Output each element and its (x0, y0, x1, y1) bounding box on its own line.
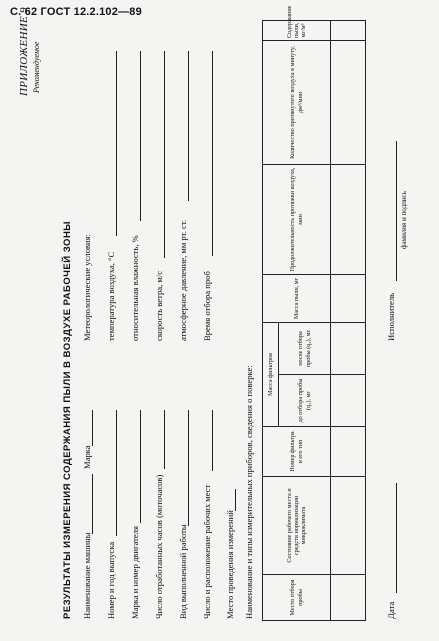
wind-label: скорость ветра, м/с (154, 270, 164, 341)
machine-name-line[interactable] (92, 474, 93, 534)
sample-time-line[interactable] (212, 51, 213, 256)
sample-time-label: Время отбора проб (202, 271, 212, 341)
appendix-status: Рекомендуемое (32, 41, 41, 93)
executor-label: Исполнитель (386, 292, 396, 341)
humidity-label: относительная влажность, % (130, 235, 140, 341)
date-line[interactable] (396, 483, 397, 593)
table-cell[interactable] (331, 165, 366, 275)
table-cell[interactable] (331, 575, 366, 621)
table-cell[interactable] (331, 375, 366, 427)
brand-line[interactable] (92, 410, 93, 446)
pressure-label: атмосферное давление, мм рт. ст. (178, 219, 188, 341)
temperature-line[interactable] (116, 51, 117, 236)
instruments-label: Наименование и типы измерительных приборов, сведения о поверке: (244, 365, 254, 619)
work-type-line[interactable] (188, 410, 189, 526)
signature-hint: фамилия и подпись (400, 191, 408, 249)
col-duration: Продолжительность протяжки воздуха, мин (263, 165, 331, 275)
machine-name-label: Наименование машины (82, 532, 92, 619)
wind-line[interactable] (164, 51, 165, 258)
humidity-line[interactable] (140, 51, 141, 221)
table-cell[interactable] (331, 41, 366, 165)
measure-place-label: Место проведения измерений (225, 510, 235, 619)
hours-label: Число отработанных часов (моточасов) (154, 474, 164, 619)
col-mass-before: до отбора пробы (q₁), мг (279, 375, 331, 427)
table-row (331, 21, 366, 621)
hours-line[interactable] (164, 410, 165, 469)
col-filter-mass: Масса фильтров (263, 323, 279, 427)
number-year-label: Номер и год выпуска (106, 541, 116, 619)
number-year-line[interactable] (116, 410, 117, 536)
engine-line[interactable] (140, 410, 141, 523)
table-cell[interactable] (331, 275, 366, 323)
col-air-amount: Количество протянутого воздуха в минуту, дм³/мин (263, 41, 331, 165)
page-header: С. 62 ГОСТ 12.2.102—89 (10, 6, 142, 18)
workplaces-line[interactable] (212, 410, 213, 471)
date-label: Дата (386, 601, 396, 619)
pressure-line[interactable] (188, 51, 189, 201)
temperature-label: температура воздуха, °С (106, 251, 116, 341)
table-cell[interactable] (331, 427, 366, 477)
appendix-title: ПРИЛОЖЕНИЕ 9 (18, 7, 30, 96)
measure-place-line[interactable] (235, 489, 236, 511)
workplaces-label: Число и расположение рабочих мест (202, 484, 212, 619)
col-mass-after: после отбора пробы (q₂), мг (279, 323, 331, 375)
work-type-label: Вид выполненной работы (178, 524, 188, 619)
brand-label: Марка (82, 445, 92, 469)
col-sample-place: Место отбора пробы (263, 575, 331, 621)
col-dust-mass: Масса пыли, мг (263, 275, 331, 323)
table-cell[interactable] (331, 323, 366, 375)
weather-label: Метеорологические условия: (82, 234, 92, 341)
col-filter-number: Номер фильтра и его тип (263, 427, 331, 477)
form-title: РЕЗУЛЬТАТЫ ИЗМЕРЕНИЯ СОДЕРЖАНИЯ ПЫЛИ В ВОЗДУХЕ РАБОЧЕЙ ЗОНЫ (62, 220, 73, 619)
table-cell[interactable] (331, 21, 366, 41)
signature-line[interactable] (396, 141, 397, 281)
engine-label: Марка и номер двигателя (130, 526, 140, 619)
table-cell[interactable] (331, 477, 366, 575)
col-workplace-state: Состояние рабочего места и средств нормализации микроклимата (263, 477, 331, 575)
measurement-table (262, 5, 366, 621)
col-dust-content: Содержание пыли, мг/м³ (263, 21, 331, 41)
